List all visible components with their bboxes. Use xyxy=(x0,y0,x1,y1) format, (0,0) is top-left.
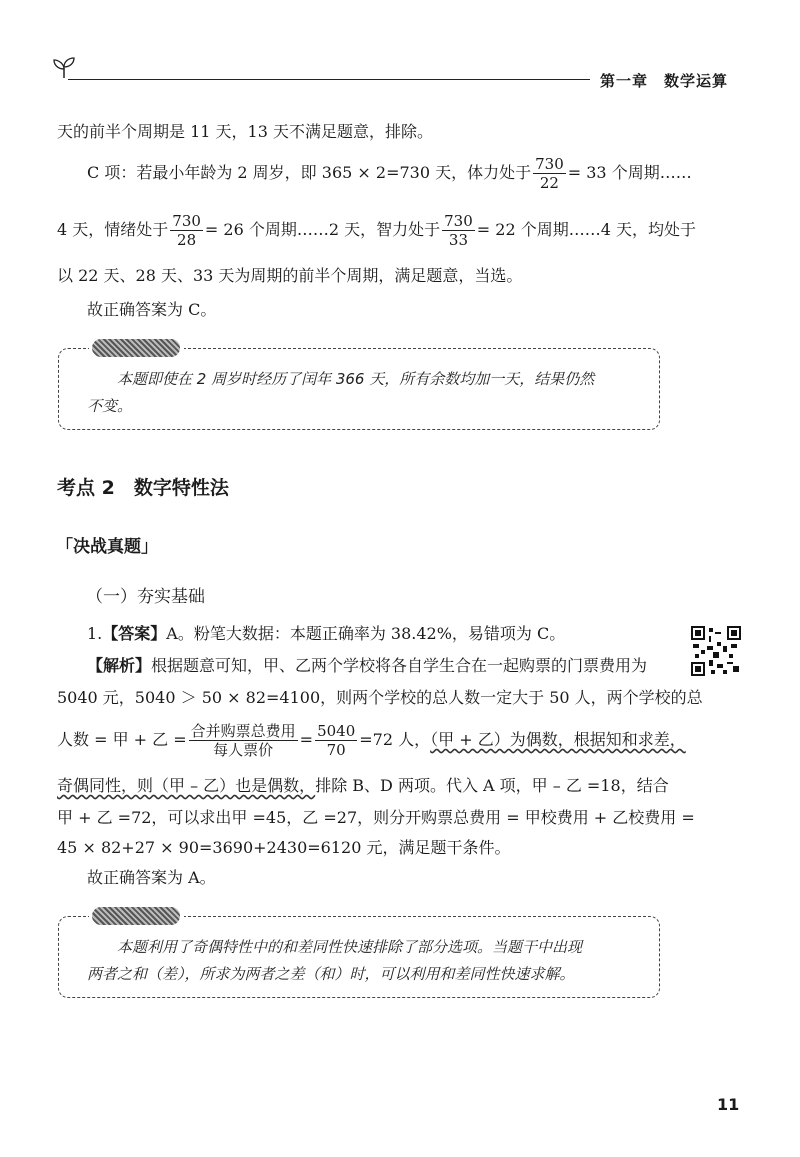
chapter-title: 第一章 数学运算 xyxy=(600,72,729,90)
fraction: $\frac{730}{28}$ xyxy=(172,212,201,249)
note-text: 本题即使在 2 周岁时经历了闰年 366 天，所有余数均加一天，结果仍然 xyxy=(117,370,595,388)
note-box xyxy=(58,916,660,998)
fraction: $\frac{730}{33}$ xyxy=(444,212,473,249)
answer-line: 故正确答案为 C。 xyxy=(87,300,217,319)
analysis-line: 5040 元，5040 ＞ 50 × 82=4100，则两个学校的总人数一定大于 50 人，两个学校的总 xyxy=(57,688,703,707)
analysis-line: 【解析】根据题意可知，甲、乙两个学校将各自学生合在一起购票的门票费用为 xyxy=(87,656,648,675)
paragraph-option-c: C 项：若最小年龄为 2 周岁，即 365 × 2=730 天，体力处于 $\frac{730}{22}$ = 33 个周期…… xyxy=(87,155,692,192)
paragraph: 以 22 天、28 天、33 天为周期的前半个周期，满足题意，当选。 xyxy=(57,266,523,285)
answer-line: 1.【答案】A。粉笔大数据：本题正确率为 38.42%，易错项为 C。 xyxy=(87,624,566,643)
section-title: 考点 2 数字特性法 xyxy=(57,477,229,499)
note-text: 不变。 xyxy=(87,397,133,415)
part-title: （一）夯实基础 xyxy=(86,587,205,607)
subsection-title: 「决战真题」 xyxy=(56,537,158,557)
fraction: $\frac{\text{合并购票总费用}}{\text{每人票价}}$ xyxy=(190,722,296,759)
analysis-line: 45 × 82+27 × 90=3690+2430=6120 元，满足题干条件。 xyxy=(57,838,511,857)
fraction: $\frac{5040}{70}$ xyxy=(317,722,356,759)
sprout-icon xyxy=(52,56,76,80)
analysis-line: 奇偶同性，则（甲 – 乙）也是偶数，排除 B、D 两项。代入 A 项，甲 – 乙 =18，结合 xyxy=(57,776,669,795)
answer-line: 故正确答案为 A。 xyxy=(87,868,216,887)
note-label-stamp xyxy=(89,337,184,359)
note-box xyxy=(58,348,660,430)
page-number: 11 xyxy=(717,1095,740,1114)
analysis-line-fraction: 人数 = 甲 + 乙 = $\frac{\text{合并购票总费用}}{\text{每人票价}}$ = $\frac{5040}{70}$ =72 人，（甲 + 乙）为偶数，根据知和求差， xyxy=(57,722,686,759)
note-label-stamp xyxy=(89,905,184,927)
note-text: 两者之和（差），所求为两者之差（和）时，可以利用和差同性快速求解。 xyxy=(87,965,575,983)
analysis-line: 甲 + 乙 =72，可以求出甲 =45，乙 =27，则分开购票总费用 = 甲校费用 + 乙校费用 = xyxy=(57,808,695,827)
header-rule xyxy=(68,79,590,80)
paragraph-option-c-cont: 4 天，情绪处于 $\frac{730}{28}$ = 26 个周期……2 天，智力处于 $\frac{730}{33}$ = 22 个周期……4 天，均处于 xyxy=(57,212,696,249)
note-text: 本题利用了奇偶特性中的和差同性快速排除了部分选项。当题干中出现 xyxy=(117,938,583,956)
qr-code xyxy=(691,626,741,676)
fraction: $\frac{730}{22}$ xyxy=(535,155,564,192)
paragraph: 天的前半个周期是 11 天，13 天不满足题意，排除。 xyxy=(57,122,433,141)
